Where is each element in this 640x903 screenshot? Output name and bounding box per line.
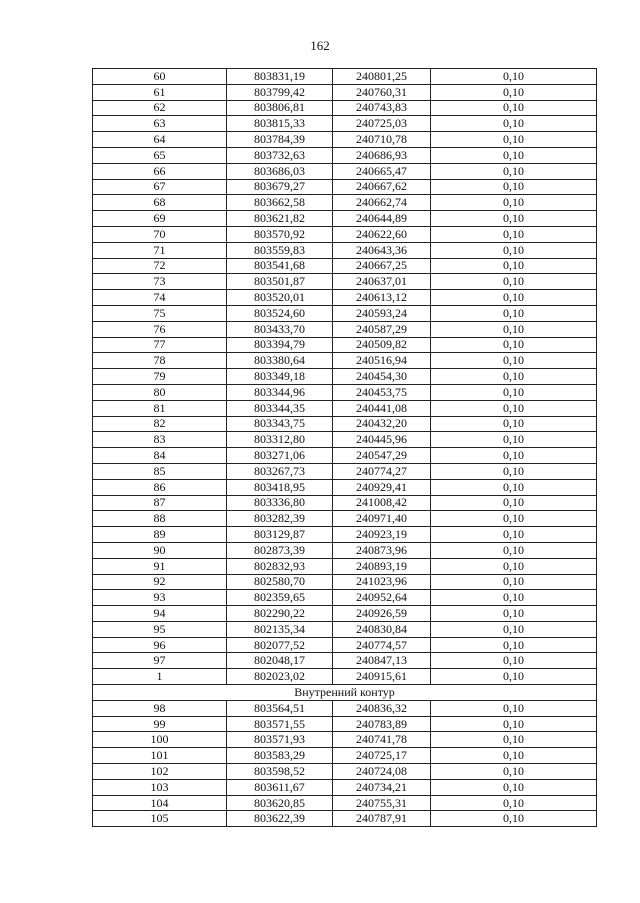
x-coordinate-cell: 803336,80 [227,495,333,511]
table-row [93,653,597,669]
y-coordinate-cell: 240915,61 [333,669,431,685]
y-coordinate-cell: 240613,12 [333,290,431,306]
y-coordinate-cell: 240445,96 [333,432,431,448]
point-number-cell: 91 [93,558,227,574]
x-coordinate-cell: 803679,27 [227,179,333,195]
y-coordinate-cell: 240724,08 [333,764,431,780]
accuracy-cell: 0,10 [431,274,597,290]
point-number-cell: 64 [93,132,227,148]
table-row [93,337,597,353]
accuracy-cell: 0,10 [431,779,597,795]
table-row [93,621,597,637]
y-coordinate-cell: 240926,59 [333,606,431,622]
accuracy-cell: 0,10 [431,416,597,432]
table-row [93,511,597,527]
accuracy-cell: 0,10 [431,163,597,179]
point-number-cell: 75 [93,305,227,321]
table-row [93,242,597,258]
x-coordinate-cell: 803686,03 [227,163,333,179]
table-row [93,637,597,653]
x-coordinate-cell: 803129,87 [227,527,333,543]
table-row [93,274,597,290]
y-coordinate-cell: 240710,78 [333,132,431,148]
point-number-cell: 98 [93,700,227,716]
y-coordinate-cell: 240774,57 [333,637,431,653]
y-coordinate-cell: 240830,84 [333,621,431,637]
point-number-cell: 82 [93,416,227,432]
accuracy-cell: 0,10 [431,479,597,495]
point-number-cell: 96 [93,637,227,653]
accuracy-cell: 0,10 [431,700,597,716]
table-row [93,116,597,132]
table-row [93,353,597,369]
y-coordinate-cell: 240622,60 [333,226,431,242]
point-number-cell: 100 [93,732,227,748]
y-coordinate-cell: 240836,32 [333,700,431,716]
x-coordinate-cell: 803570,92 [227,226,333,242]
table-row [93,527,597,543]
point-number-cell: 63 [93,116,227,132]
y-coordinate-cell: 240760,31 [333,84,431,100]
accuracy-cell: 0,10 [431,116,597,132]
accuracy-cell: 0,10 [431,590,597,606]
x-coordinate-cell: 803344,96 [227,384,333,400]
point-number-cell: 92 [93,574,227,590]
table-row [93,448,597,464]
point-number-cell: 68 [93,195,227,211]
point-number-cell: 102 [93,764,227,780]
accuracy-cell: 0,10 [431,511,597,527]
table-row [93,795,597,811]
x-coordinate-cell: 803344,35 [227,400,333,416]
point-number-cell: 70 [93,226,227,242]
coordinates-table [92,68,597,827]
y-coordinate-cell: 240787,91 [333,811,431,827]
y-coordinate-cell: 240783,89 [333,716,431,732]
accuracy-cell: 0,10 [431,384,597,400]
table-row [93,811,597,827]
accuracy-cell: 0,10 [431,558,597,574]
point-number-cell: 62 [93,100,227,116]
table-row [93,369,597,385]
point-number-cell: 104 [93,795,227,811]
y-coordinate-cell: 240929,41 [333,479,431,495]
accuracy-cell: 0,10 [431,463,597,479]
accuracy-cell: 0,10 [431,432,597,448]
y-coordinate-cell: 240725,03 [333,116,431,132]
point-number-cell: 79 [93,369,227,385]
x-coordinate-cell: 803312,80 [227,432,333,448]
point-number-cell: 69 [93,211,227,227]
y-coordinate-cell: 240593,24 [333,305,431,321]
x-coordinate-cell: 803784,39 [227,132,333,148]
x-coordinate-cell: 803271,06 [227,448,333,464]
inner-contour-rows [93,700,597,826]
accuracy-cell: 0,10 [431,258,597,274]
accuracy-cell: 0,10 [431,764,597,780]
table-row [93,69,597,85]
x-coordinate-cell: 803267,73 [227,463,333,479]
y-coordinate-cell: 240662,74 [333,195,431,211]
point-number-cell: 99 [93,716,227,732]
point-number-cell: 67 [93,179,227,195]
point-number-cell: 90 [93,542,227,558]
point-number-cell: 81 [93,400,227,416]
x-coordinate-cell: 803343,75 [227,416,333,432]
x-coordinate-cell: 803524,60 [227,305,333,321]
table-row [93,479,597,495]
table-row [93,716,597,732]
table-row [93,226,597,242]
table-row [93,432,597,448]
accuracy-cell: 0,10 [431,195,597,211]
point-number-cell: 73 [93,274,227,290]
accuracy-cell: 0,10 [431,337,597,353]
table-row [93,179,597,195]
outer-contour-rows [93,69,597,685]
x-coordinate-cell: 803799,42 [227,84,333,100]
x-coordinate-cell: 803621,82 [227,211,333,227]
x-coordinate-cell: 803541,68 [227,258,333,274]
y-coordinate-cell: 240971,40 [333,511,431,527]
accuracy-cell: 0,10 [431,448,597,464]
point-number-cell: 65 [93,147,227,163]
y-coordinate-cell: 240547,29 [333,448,431,464]
x-coordinate-cell: 802580,70 [227,574,333,590]
x-coordinate-cell: 803282,39 [227,511,333,527]
x-coordinate-cell: 802023,02 [227,669,333,685]
point-number-cell: 78 [93,353,227,369]
y-coordinate-cell: 240923,19 [333,527,431,543]
accuracy-cell: 0,10 [431,321,597,337]
accuracy-cell: 0,10 [431,795,597,811]
table-row [93,400,597,416]
accuracy-cell: 0,10 [431,84,597,100]
y-coordinate-cell: 240755,31 [333,795,431,811]
point-number-cell: 66 [93,163,227,179]
accuracy-cell: 0,10 [431,69,597,85]
point-number-cell: 1 [93,669,227,685]
table-row [93,606,597,622]
x-coordinate-cell: 802048,17 [227,653,333,669]
y-coordinate-cell: 240637,01 [333,274,431,290]
accuracy-cell: 0,10 [431,179,597,195]
table-row [93,542,597,558]
table-row [93,748,597,764]
y-coordinate-cell: 240665,47 [333,163,431,179]
accuracy-cell: 0,10 [431,400,597,416]
point-number-cell: 95 [93,621,227,637]
table-row [93,321,597,337]
accuracy-cell: 0,10 [431,669,597,685]
accuracy-cell: 0,10 [431,211,597,227]
accuracy-cell: 0,10 [431,353,597,369]
table-row [93,163,597,179]
accuracy-cell: 0,10 [431,290,597,306]
y-coordinate-cell: 240432,20 [333,416,431,432]
table-row [93,211,597,227]
y-coordinate-cell: 241023,96 [333,574,431,590]
accuracy-cell: 0,10 [431,527,597,543]
table-row [93,195,597,211]
accuracy-cell: 0,10 [431,748,597,764]
point-number-cell: 87 [93,495,227,511]
x-coordinate-cell: 803732,63 [227,147,333,163]
y-coordinate-cell: 240644,89 [333,211,431,227]
table-row [93,764,597,780]
y-coordinate-cell: 240873,96 [333,542,431,558]
point-number-cell: 83 [93,432,227,448]
table-row [93,732,597,748]
table-row [93,779,597,795]
accuracy-cell: 0,10 [431,226,597,242]
y-coordinate-cell: 240516,94 [333,353,431,369]
table-row [93,463,597,479]
y-coordinate-cell: 240441,08 [333,400,431,416]
x-coordinate-cell: 803571,55 [227,716,333,732]
x-coordinate-cell: 803806,81 [227,100,333,116]
x-coordinate-cell: 803394,79 [227,337,333,353]
y-coordinate-cell: 240587,29 [333,321,431,337]
x-coordinate-cell: 803380,64 [227,353,333,369]
x-coordinate-cell: 803349,18 [227,369,333,385]
x-coordinate-cell: 803598,52 [227,764,333,780]
accuracy-cell: 0,10 [431,100,597,116]
x-coordinate-cell: 802873,39 [227,542,333,558]
point-number-cell: 101 [93,748,227,764]
accuracy-cell: 0,10 [431,369,597,385]
x-coordinate-cell: 803571,93 [227,732,333,748]
x-coordinate-cell: 803501,87 [227,274,333,290]
y-coordinate-cell: 240454,30 [333,369,431,385]
table-row [93,558,597,574]
accuracy-cell: 0,10 [431,147,597,163]
y-coordinate-cell: 240725,17 [333,748,431,764]
point-number-cell: 77 [93,337,227,353]
table-row [93,574,597,590]
table-row [93,147,597,163]
point-number-cell: 89 [93,527,227,543]
y-coordinate-cell: 240801,25 [333,69,431,85]
point-number-cell: 85 [93,463,227,479]
x-coordinate-cell: 803620,85 [227,795,333,811]
x-coordinate-cell: 803418,95 [227,479,333,495]
table-row [93,132,597,148]
y-coordinate-cell: 240774,27 [333,463,431,479]
y-coordinate-cell: 240686,93 [333,147,431,163]
section-header-row [93,685,597,701]
inner-contour-title: Внутренний контур [93,685,597,701]
table-row [93,290,597,306]
page-number: 162 [310,38,330,53]
accuracy-cell: 0,10 [431,811,597,827]
accuracy-cell: 0,10 [431,716,597,732]
accuracy-cell: 0,10 [431,242,597,258]
point-number-cell: 60 [93,69,227,85]
y-coordinate-cell: 240734,21 [333,779,431,795]
accuracy-cell: 0,10 [431,653,597,669]
x-coordinate-cell: 803583,29 [227,748,333,764]
table-row [93,305,597,321]
point-number-cell: 86 [93,479,227,495]
table-row [93,100,597,116]
x-coordinate-cell: 802077,52 [227,637,333,653]
table-row [93,590,597,606]
y-coordinate-cell: 240643,36 [333,242,431,258]
point-number-cell: 72 [93,258,227,274]
y-coordinate-cell: 240453,75 [333,384,431,400]
x-coordinate-cell: 803520,01 [227,290,333,306]
accuracy-cell: 0,10 [431,574,597,590]
accuracy-cell: 0,10 [431,606,597,622]
x-coordinate-cell: 803622,39 [227,811,333,827]
y-coordinate-cell: 240893,19 [333,558,431,574]
x-coordinate-cell: 803831,19 [227,69,333,85]
x-coordinate-cell: 802832,93 [227,558,333,574]
x-coordinate-cell: 802290,22 [227,606,333,622]
table-row [93,416,597,432]
point-number-cell: 103 [93,779,227,795]
point-number-cell: 61 [93,84,227,100]
table-row [93,258,597,274]
y-coordinate-cell: 240509,82 [333,337,431,353]
inner-contour-header [93,685,597,701]
x-coordinate-cell: 803433,70 [227,321,333,337]
table-row [93,495,597,511]
accuracy-cell: 0,10 [431,305,597,321]
y-coordinate-cell: 241008,42 [333,495,431,511]
accuracy-cell: 0,10 [431,637,597,653]
point-number-cell: 94 [93,606,227,622]
y-coordinate-cell: 240952,64 [333,590,431,606]
point-number-cell: 97 [93,653,227,669]
point-number-cell: 88 [93,511,227,527]
point-number-cell: 71 [93,242,227,258]
table-row [93,700,597,716]
accuracy-cell: 0,10 [431,732,597,748]
y-coordinate-cell: 240667,25 [333,258,431,274]
y-coordinate-cell: 240667,62 [333,179,431,195]
point-number-cell: 80 [93,384,227,400]
y-coordinate-cell: 240743,83 [333,100,431,116]
point-number-cell: 93 [93,590,227,606]
x-coordinate-cell: 803564,51 [227,700,333,716]
accuracy-cell: 0,10 [431,495,597,511]
x-coordinate-cell: 803611,67 [227,779,333,795]
y-coordinate-cell: 240741,78 [333,732,431,748]
point-number-cell: 84 [93,448,227,464]
accuracy-cell: 0,10 [431,621,597,637]
x-coordinate-cell: 803559,83 [227,242,333,258]
table-row [93,84,597,100]
table-row [93,669,597,685]
table-row [93,384,597,400]
point-number-cell: 74 [93,290,227,306]
x-coordinate-cell: 802135,34 [227,621,333,637]
x-coordinate-cell: 803662,58 [227,195,333,211]
y-coordinate-cell: 240847,13 [333,653,431,669]
point-number-cell: 76 [93,321,227,337]
accuracy-cell: 0,10 [431,542,597,558]
x-coordinate-cell: 803815,33 [227,116,333,132]
x-coordinate-cell: 802359,65 [227,590,333,606]
accuracy-cell: 0,10 [431,132,597,148]
point-number-cell: 105 [93,811,227,827]
